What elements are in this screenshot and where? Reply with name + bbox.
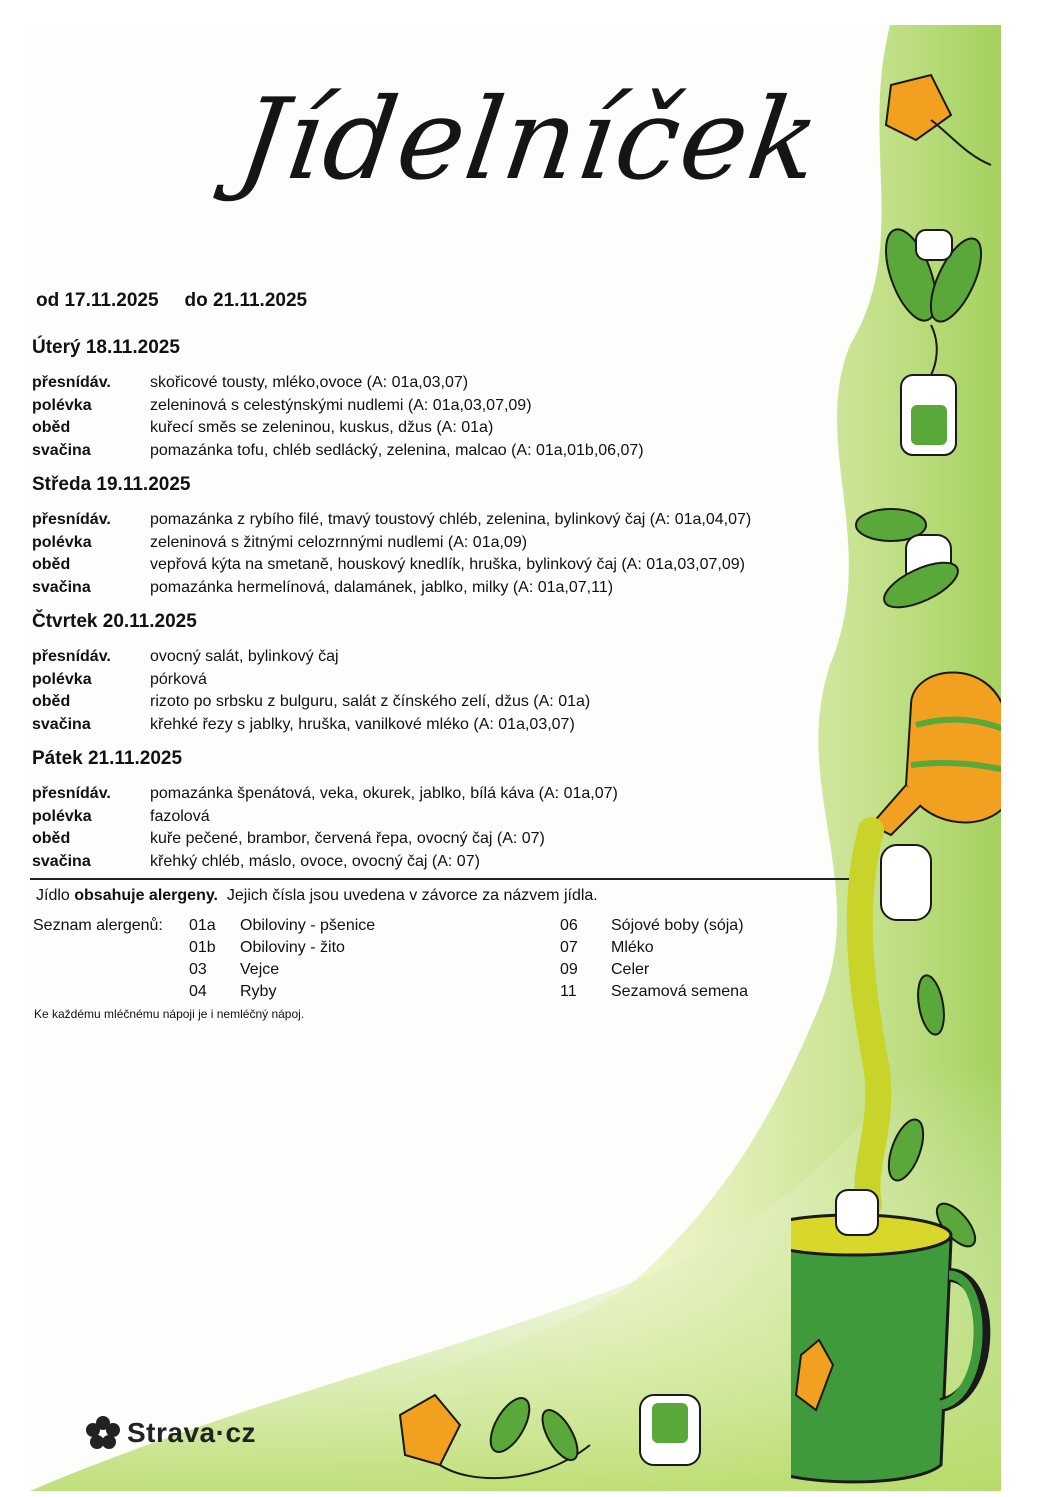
footer-note: Ke každému mléčnému nápoji je i nemléčný nápoj. xyxy=(34,1007,305,1021)
flower-icon xyxy=(85,1415,121,1451)
leaf-icon xyxy=(483,1392,585,1465)
meal-row xyxy=(32,783,862,806)
allergen-item xyxy=(560,981,748,1003)
meal-row xyxy=(32,806,862,829)
meal-row xyxy=(32,646,862,669)
tea-stream xyxy=(860,830,879,1205)
title-text: Jídelníček xyxy=(230,75,829,205)
day-title: Čtvrtek 20.11.2025 xyxy=(32,611,197,632)
leaf-icon xyxy=(856,509,964,616)
allergen-note xyxy=(36,887,598,905)
meal-text: zeleninová s celestýnskými nudlemi (A: 01a,03,07,09) xyxy=(150,396,532,414)
leaf-icon xyxy=(876,223,992,328)
meal-label: oběd xyxy=(32,556,71,573)
meal-row xyxy=(32,577,862,600)
meal-text: křehké řezy s jablky, hruška, vanilkové mléko (A: 01a,03,07) xyxy=(150,715,575,733)
bottom-decoration xyxy=(390,1385,730,1491)
menu-title xyxy=(230,55,829,275)
meal-label: přesnídáv. xyxy=(32,785,111,802)
allergen-name: Obiloviny - pšenice xyxy=(240,917,376,934)
date-to: do 21.11.2025 xyxy=(184,290,308,311)
meal-row xyxy=(32,669,862,692)
allergen-item xyxy=(189,915,375,937)
allergen-name: Sezamová semena xyxy=(611,983,748,1000)
meal-text: skořicové tousty, mléko,ovoce (A: 01a,03,07) xyxy=(150,374,469,391)
meal-text: zeleninová s žitnými celozrnnými nudlemi (A: 01a,09) xyxy=(150,533,528,551)
allergen-name: Sójové boby (sója) xyxy=(611,917,744,934)
tea-bag-icon xyxy=(886,75,991,165)
divider xyxy=(30,878,850,880)
day-title: Pátek 21.11.2025 xyxy=(32,748,183,769)
meal-row xyxy=(32,532,862,555)
allergen-code: 07 xyxy=(560,939,578,956)
logo-text: Strava·cz xyxy=(127,1417,257,1448)
allergen-column-right xyxy=(560,915,748,1003)
allergen-code: 01b xyxy=(189,939,216,956)
meal-label: přesnídáv. xyxy=(32,511,111,528)
allergen-list-label: Seznam alergenů: xyxy=(33,917,163,934)
date-from: od 17.11.2025 xyxy=(36,290,159,311)
meal-text: fazolová xyxy=(150,807,210,825)
allergen-column-left xyxy=(189,915,375,1003)
allergen-code: 04 xyxy=(189,983,207,1000)
meal-label: polévka xyxy=(32,807,92,825)
meal-label: přesnídáv. xyxy=(32,374,111,391)
meal-row xyxy=(32,372,862,395)
allergen-item xyxy=(189,937,375,959)
allergen-item xyxy=(560,959,748,981)
meal-row xyxy=(32,554,862,577)
meal-text: pomazánka z rybího filé, tmavý toustový chléb, zelenina, bylinkový čaj (A: 01a,04,07) xyxy=(150,511,752,528)
tea-bag-icon xyxy=(640,1395,700,1465)
allergen-code: 03 xyxy=(189,961,207,978)
allergen-name: Mléko xyxy=(611,939,654,956)
meal-row xyxy=(32,509,862,532)
allergen-item xyxy=(189,981,375,1003)
day-block-thursday xyxy=(32,611,862,736)
meal-text: kuřecí směs se zeleninou, kuskus, džus (A: 01a) xyxy=(150,419,494,436)
allergen-code: 06 xyxy=(560,917,578,934)
allergen-note-prefix: Jídlo xyxy=(36,887,70,904)
day-block-friday xyxy=(32,748,862,873)
meal-label: polévka xyxy=(32,670,92,688)
leaf-icon xyxy=(882,973,982,1252)
meal-row xyxy=(32,417,862,440)
meal-text: pomazánka hermelínová, dalamánek, jablko, milky (A: 01a,07,11) xyxy=(150,578,614,596)
meal-row xyxy=(32,395,862,418)
meal-label: svačina xyxy=(32,715,91,733)
tea-bag-icon xyxy=(901,325,956,455)
day-title: Úterý 18.11.2025 xyxy=(32,337,180,358)
strava-logo xyxy=(85,1415,256,1451)
mascot-icon xyxy=(881,845,931,920)
meal-row xyxy=(32,851,862,874)
day-block-wednesday xyxy=(32,474,862,599)
day-title: Středa 19.11.2025 xyxy=(32,474,191,495)
meal-text: kuře pečené, brambor, červená řepa, ovocný čaj (A: 07) xyxy=(150,830,545,847)
allergen-code: 01a xyxy=(189,917,216,934)
meal-label: oběd xyxy=(32,419,71,436)
meal-label: svačina xyxy=(32,578,91,596)
meal-row xyxy=(32,691,862,714)
meal-label: oběd xyxy=(32,830,71,847)
allergen-name: Obiloviny - žito xyxy=(240,939,345,956)
date-range xyxy=(36,290,333,312)
meal-text: rizoto po srbsku z bulguru, salát z čínského zelí, džus (A: 01a) xyxy=(150,693,591,710)
teapot-icon xyxy=(871,673,1001,836)
allergen-name: Celer xyxy=(611,961,650,978)
meal-row xyxy=(32,440,862,463)
allergen-code: 09 xyxy=(560,961,578,978)
meal-text: pórková xyxy=(150,670,207,688)
meal-text: vepřová kýta na smetaně, houskový knedlík, hruška, bylinkový čaj (A: 01a,03,07,09) xyxy=(150,556,745,573)
meal-label: oběd xyxy=(32,693,71,710)
allergen-note-bold: obsahuje alergeny. xyxy=(74,887,218,904)
day-block-tuesday xyxy=(32,337,862,462)
allergen-name: Ryby xyxy=(240,983,277,1000)
meal-text: pomazánka tofu, chléb sedlácký, zelenina, malcao (A: 01a,01b,06,07) xyxy=(150,441,644,459)
allergen-note-suffix: Jejich čísla jsou uvedena v závorce za názvem jídla. xyxy=(226,887,598,904)
meal-label: přesnídáv. xyxy=(32,648,111,665)
meal-label: svačina xyxy=(32,441,91,459)
allergen-item xyxy=(189,959,375,981)
tea-illustration xyxy=(791,25,1001,1491)
meal-row xyxy=(32,828,862,851)
meal-row xyxy=(32,714,862,737)
allergen-item xyxy=(560,937,748,959)
meal-label: svačina xyxy=(32,852,91,870)
meal-text: pomazánka špenátová, veka, okurek, jablko, bílá káva (A: 01a,07) xyxy=(150,785,618,802)
meal-label: polévka xyxy=(32,396,92,414)
meal-text: křehký chléb, máslo, ovoce, ovocný čaj (A: 07) xyxy=(150,852,480,870)
menu-page xyxy=(30,25,1001,1491)
meal-label: polévka xyxy=(32,533,92,551)
meal-text: ovocný salát, bylinkový čaj xyxy=(150,648,339,665)
allergen-code: 11 xyxy=(560,983,577,1000)
allergen-name: Vejce xyxy=(240,961,280,978)
allergen-item xyxy=(560,915,748,937)
